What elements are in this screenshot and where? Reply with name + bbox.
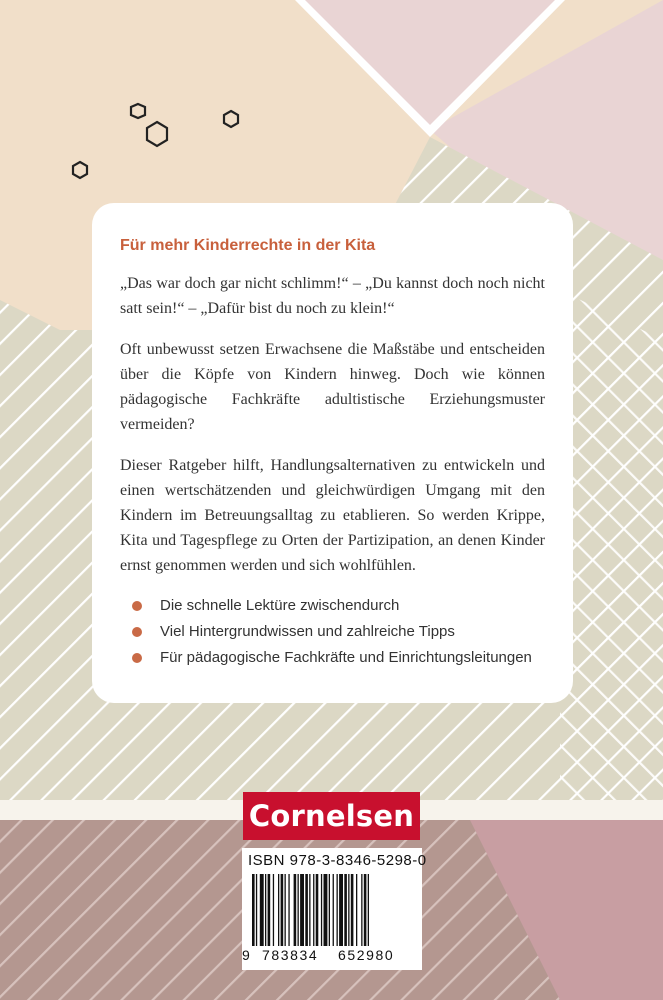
- description-paragraph: Dieser Ratgeber hilft, Handlungsalternativen zu entwickeln und einen wertschätzenden und gleichwürdigen Umgang mit den Kindern im Betreuungsalltag zu etablieren. So werden Krippe, Kita und Tagespflege zu Orten der Partizipation, an denen Kinder ernst genommen werden und sich wohlfühlen.: [120, 457, 545, 574]
- bullet-icon: [132, 601, 142, 611]
- intro-paragraph: Oft unbewusst setzen Erwachsene die Maßstäbe und entscheiden über die Köpfe von Kindern hinweg. Doch wie können pädagogische Fachkräfte adultistische Erziehungsmuster vermeiden?: [120, 341, 545, 433]
- bullet-icon: [132, 653, 142, 663]
- barcode-digits-left: 783834: [262, 947, 319, 963]
- publisher-logo: Cornelsen: [243, 792, 420, 840]
- list-item-label: Viel Hintergrundwissen und zahlreiche Tipps: [160, 623, 455, 640]
- barcode-digit-lead: 9: [242, 947, 250, 963]
- quote-paragraph: „Das war doch gar nicht schlimm!“ – „Du kannst doch noch nicht satt sein!“ – „Dafür bist du noch zu klein!“: [120, 275, 545, 317]
- barcode-box: [242, 848, 427, 970]
- list-item: [120, 620, 545, 644]
- striped-area-right: [560, 290, 663, 800]
- barcode-bars: [250, 874, 416, 950]
- bullet-icon: [132, 627, 142, 637]
- card-heading: Für mehr Kinderrechte in der Kita: [120, 237, 376, 254]
- isbn-label: ISBN 978-3-8346-5298-0: [248, 852, 427, 869]
- list-item-label: Die schnelle Lektüre zwischendurch: [160, 597, 400, 614]
- list-item-label: Für pädagogische Fachkräfte und Einrichtungsleitungen: [160, 649, 532, 666]
- feature-list: [120, 594, 545, 670]
- list-item: [120, 646, 545, 670]
- barcode-digits-right: 652980: [338, 947, 395, 963]
- info-card: [92, 203, 573, 703]
- list-item: [120, 594, 545, 618]
